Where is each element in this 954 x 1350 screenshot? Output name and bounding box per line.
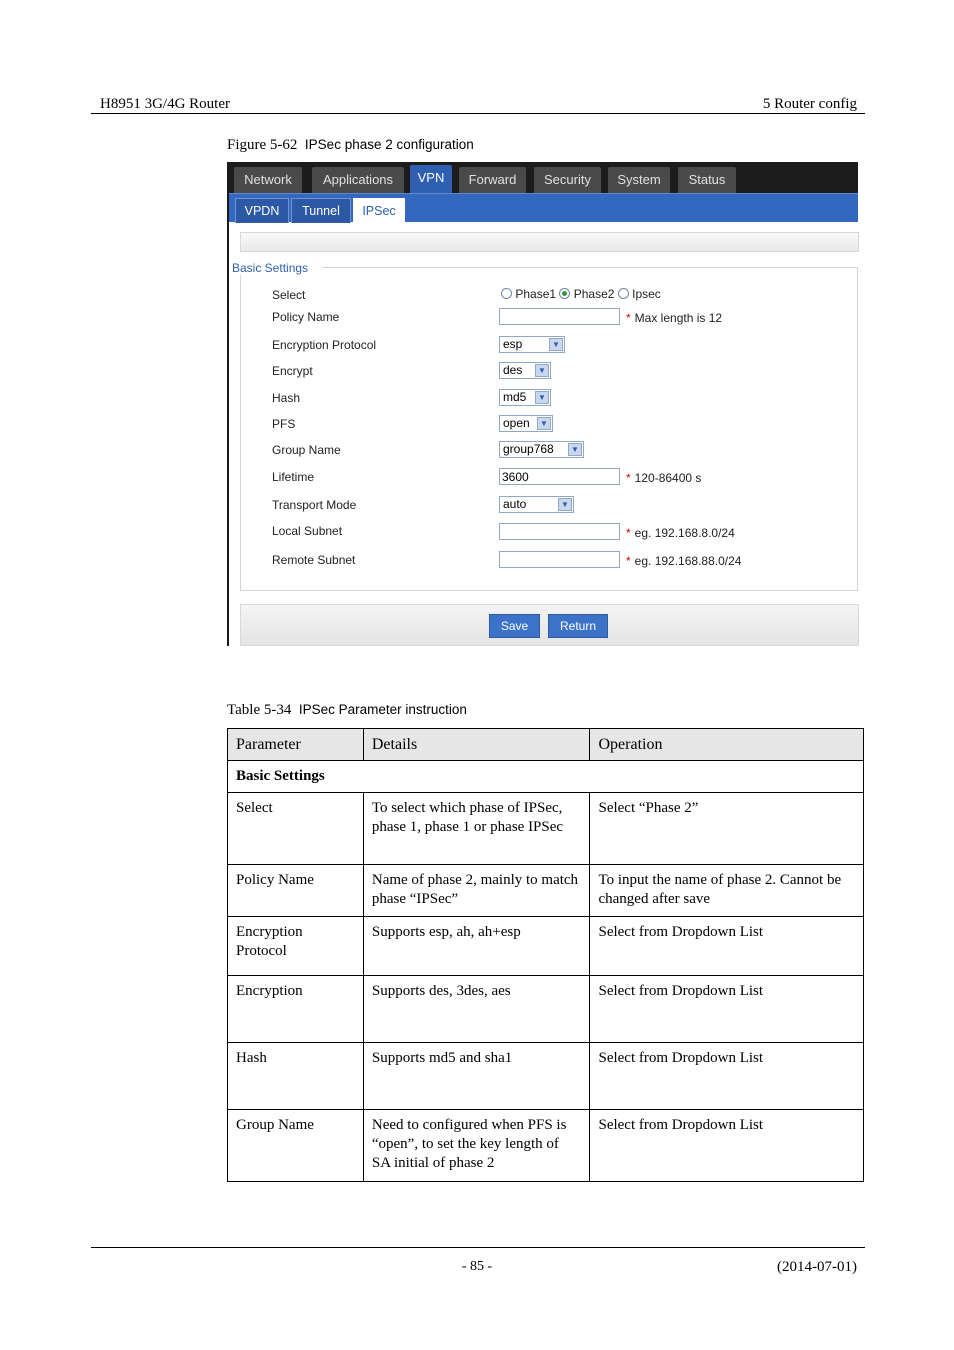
table-cell: Encryption Protocol [228, 917, 364, 976]
chevron-down-icon: ▼ [535, 391, 549, 404]
encrypt-label: Encrypt [272, 364, 313, 378]
hash-label: Hash [272, 391, 301, 405]
policy-name-hint [626, 311, 722, 325]
figure-caption [227, 137, 474, 154]
policy-name-hint-text: Max length is 12 [634, 311, 723, 325]
table-caption [227, 702, 467, 719]
column-header: Details [363, 729, 590, 761]
footer-date: (2014-07-01) [777, 1259, 857, 1275]
tab-applications[interactable]: Applications [312, 167, 404, 193]
return-button[interactable]: Return [548, 614, 608, 638]
figure-number: Figure 5-62 [227, 137, 298, 153]
encrypt-select[interactable] [499, 362, 551, 379]
lifetime-hint-text: 120-86400 s [634, 471, 702, 485]
table-cell: Select from Dropdown List [590, 917, 864, 976]
phase1-radio[interactable] [501, 288, 512, 299]
top-navigation [229, 162, 858, 193]
transport-mode-select[interactable] [499, 496, 574, 513]
header-rule [91, 113, 865, 114]
encrypt-value: des [503, 363, 523, 377]
subtab-vpdn[interactable]: VPDN [235, 198, 289, 223]
policy-name-input[interactable] [499, 308, 620, 325]
chevron-down-icon: ▼ [535, 364, 549, 377]
table-cell: Hash [228, 1043, 364, 1110]
table-cell: Need to configured when PFS is “open”, to set the key length of SA initial of phase 2 [363, 1110, 590, 1182]
table-row [228, 1043, 864, 1110]
pfs-select[interactable] [499, 415, 553, 432]
table-cell: To select which phase of IPSec, phase 1, phase 1 or phase IPSec [363, 793, 590, 865]
table-cell: Select from Dropdown List [590, 1110, 864, 1182]
encryption-protocol-label: Encryption Protocol [272, 338, 377, 352]
column-header: Operation [590, 729, 864, 761]
section-title: Basic Settings [232, 261, 322, 275]
router-config-screenshot [227, 162, 858, 646]
phase-radio-group [501, 287, 661, 301]
tab-system[interactable]: System [608, 167, 670, 193]
table-cell: Name of phase 2, mainly to match phase “IPSec” [363, 865, 590, 917]
group-name-label: Group Name [272, 443, 341, 457]
table-cell: Supports md5 and sha1 [363, 1043, 590, 1110]
ipsec-parameter-table [227, 728, 864, 1182]
lifetime-label: Lifetime [272, 470, 315, 484]
encryption-protocol-select[interactable] [499, 336, 565, 353]
title-bar [240, 232, 859, 252]
page-number: - 85 - [461, 1259, 493, 1274]
required-mark: * [626, 471, 631, 485]
tab-forward[interactable]: Forward [459, 167, 526, 193]
table-cell: Group Name [228, 1110, 364, 1182]
remote-subnet-label: Remote Subnet [272, 553, 356, 567]
table-section-row [228, 761, 864, 793]
pfs-value: open [503, 416, 530, 430]
sub-navigation [229, 193, 858, 222]
table-cell: Supports esp, ah, ah+esp [363, 917, 590, 976]
table-cell: Select [228, 793, 364, 865]
table-cell: Select from Dropdown List [590, 976, 864, 1043]
chevron-down-icon: ▼ [568, 443, 582, 456]
encryption-protocol-value: esp [503, 337, 523, 351]
ipsec-label: Ipsec [632, 287, 661, 301]
remote-subnet-input[interactable] [499, 551, 620, 568]
save-button[interactable]: Save [489, 614, 540, 638]
lifetime-input[interactable]: 3600 [499, 468, 620, 485]
table-cell: Select from Dropdown List [590, 1043, 864, 1110]
pfs-label: PFS [272, 417, 296, 431]
footer-rule [91, 1247, 865, 1248]
required-mark: * [626, 311, 631, 325]
table-number: Table 5-34 [227, 702, 292, 718]
ipsec-radio[interactable] [618, 288, 629, 299]
running-header-right: 5 Router config [762, 96, 857, 112]
local-subnet-hint [626, 526, 735, 540]
running-header-left: H8951 3G/4G Router [100, 96, 230, 112]
column-header: Parameter [228, 729, 364, 761]
phase2-label: Phase2 [573, 287, 615, 301]
table-cell: Supports des, 3des, aes [363, 976, 590, 1043]
tab-network[interactable]: Network [234, 167, 302, 193]
remote-subnet-hint-text: eg. 192.168.88.0/24 [634, 554, 742, 568]
table-cell: To input the name of phase 2. Cannot be changed after save [590, 865, 864, 917]
subtab-tunnel[interactable]: Tunnel [291, 198, 351, 223]
hash-select[interactable] [499, 389, 551, 406]
local-subnet-input[interactable] [499, 523, 620, 540]
lifetime-hint [626, 471, 701, 485]
group-name-value: group768 [503, 442, 554, 456]
tab-security[interactable]: Security [534, 167, 601, 193]
phase2-radio[interactable] [559, 288, 570, 299]
hash-value: md5 [503, 390, 527, 404]
required-mark: * [626, 554, 631, 568]
table-cell: Policy Name [228, 865, 364, 917]
select-label: Select [272, 288, 306, 302]
table-cell: Encryption [228, 976, 364, 1043]
table-cell: Select “Phase 2” [590, 793, 864, 865]
table-title: IPSec Parameter instruction [298, 702, 467, 717]
chevron-down-icon: ▼ [558, 498, 572, 511]
policy-name-label: Policy Name [272, 310, 340, 324]
group-name-select[interactable] [499, 441, 584, 458]
transport-mode-label: Transport Mode [272, 498, 357, 512]
remote-subnet-hint [626, 554, 741, 568]
table-row [228, 917, 864, 976]
table-section-title: Basic Settings [228, 761, 864, 793]
local-subnet-label: Local Subnet [272, 524, 343, 538]
table-row [228, 793, 864, 865]
tab-status[interactable]: Status [678, 167, 736, 193]
chevron-down-icon: ▼ [549, 338, 563, 351]
subtab-ipsec[interactable]: IPSec [353, 198, 405, 223]
table-row [228, 865, 864, 917]
table-row [228, 1110, 864, 1182]
required-mark: * [626, 526, 631, 540]
table-header-row [228, 729, 864, 761]
tab-vpn[interactable]: VPN [410, 165, 452, 193]
table-row [228, 976, 864, 1043]
chevron-down-icon: ▼ [537, 417, 551, 430]
transport-mode-value: auto [503, 497, 527, 511]
phase1-label: Phase1 [515, 287, 557, 301]
local-subnet-hint-text: eg. 192.168.8.0/24 [634, 526, 735, 540]
figure-title: IPSec phase 2 configuration [304, 137, 474, 152]
